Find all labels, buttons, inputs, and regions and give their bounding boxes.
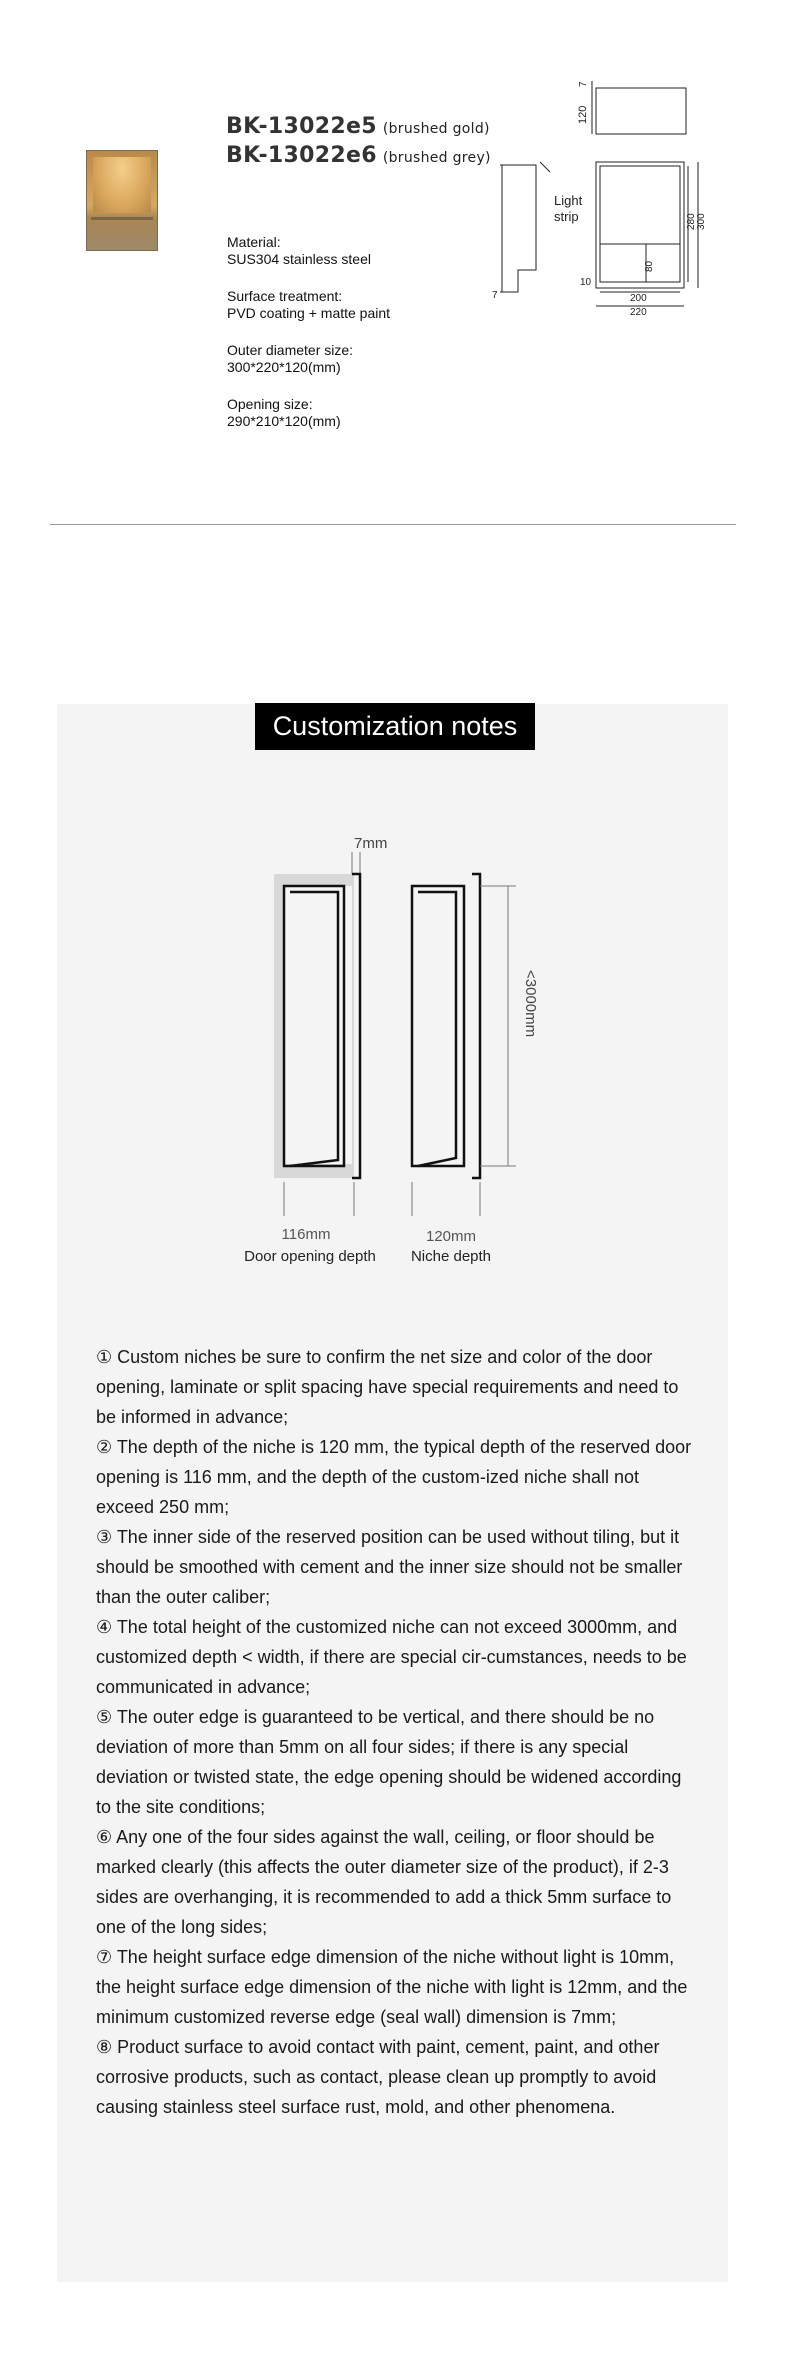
bottom-edge-label: 10 [580,277,592,288]
front-view-inner [600,166,680,282]
shelf-height-label: 80 [644,260,655,272]
note-item: ① Custom niches be sure to confirm the net size and color of the door opening, laminate or split spacing have special requirements and need to be informed in advance; [96,1347,679,1427]
spec-opening-size: Opening size: 290*210*120(mm) [227,396,341,429]
note-item: ⑧ Product surface to avoid contact with paint, cement, paint, and other corrosive products, such as contact, please clean up promptly to avoid causing stainless steel surface rust, mold, and other phenomena. [96,2037,660,2117]
niche-diagram [240,830,560,1240]
outer-width-label: 220 [630,307,647,318]
spec-surface: Surface treatment: PVD coating + matte paint [227,288,391,321]
outer-height-label: 300 [696,213,707,230]
inner-width-label: 200 [630,293,647,304]
niche-depth-caption: Niche depth [410,1248,492,1265]
note-item: ⑥ Any one of the four sides against the wall, ceiling, or floor should be marked clearly (this affects the outer diameter size of the product), if 2-3 sides are overhanging, it is recommended to add a thick 5mm surface to one of the long sides; [96,1827,672,1937]
section-divider [50,524,736,525]
note-item: ⑦ The height surface edge dimension of the niche without light is 10mm, the height surface edge dimension of the niche with light is 12mm, and the minimum customized reverse edge (seal wall) dimension is 7mm; [96,1947,688,2027]
niche-depth-dimension: 120mm [425,1228,477,1245]
spec-material: Material: SUS304 stainless steel [227,234,371,267]
light-strip-label-2: strip [554,209,579,224]
note-item: ⑤ The outer edge is guaranteed to be vertical, and there should be no deviation of more than 5mm on all four sides; if there is any special deviation or twisted state, the edge opening should be widened according to the site conditions; [96,1707,682,1817]
top-depth-label: 120 [577,105,589,124]
note-item: ④ The total height of the customized niche can not exceed 3000mm, and customized depth < width, if there are special cir-cumstances, needs to be communicated in advance; [96,1617,687,1697]
product-code-1: BK-13022e5 (brushed gold) [226,114,490,139]
product-code-2: BK-13022e6 (brushed grey) [226,143,491,168]
inner-height-label: 280 [686,213,697,230]
technical-drawing [488,70,728,330]
door-depth-dimension: 116mm [281,1226,331,1243]
niche-right [412,874,480,1178]
light-strip-label-1: Light [554,193,583,208]
edge-dimension-label: 7mm [354,835,388,852]
product-thumbnail [86,150,158,251]
side-edge-label: 7 [492,290,498,301]
top-edge-label: 7 [578,81,589,87]
door-depth-caption: Door opening depth [244,1248,376,1265]
height-dimension-label: <3000mm [522,970,539,1038]
side-view-outline [500,165,536,292]
note-item: ② The depth of the niche is 120 mm, the typical depth of the reserved door opening is 116 mm, and the depth of the custom-ized niche shall not exceed 250 mm; [96,1437,692,1517]
note-item: ③ The inner side of the reserved position can be used without tiling, but it should be smoothed with cement and the inner size should not be smaller than the outer caliber; [96,1527,683,1607]
customization-title: Customization notes [255,703,535,750]
front-view-outer [596,162,684,288]
customization-notes [96,1342,696,2122]
top-view-outline [596,88,686,134]
spec-outer-size: Outer diameter size: 300*220*120(mm) [227,342,354,375]
